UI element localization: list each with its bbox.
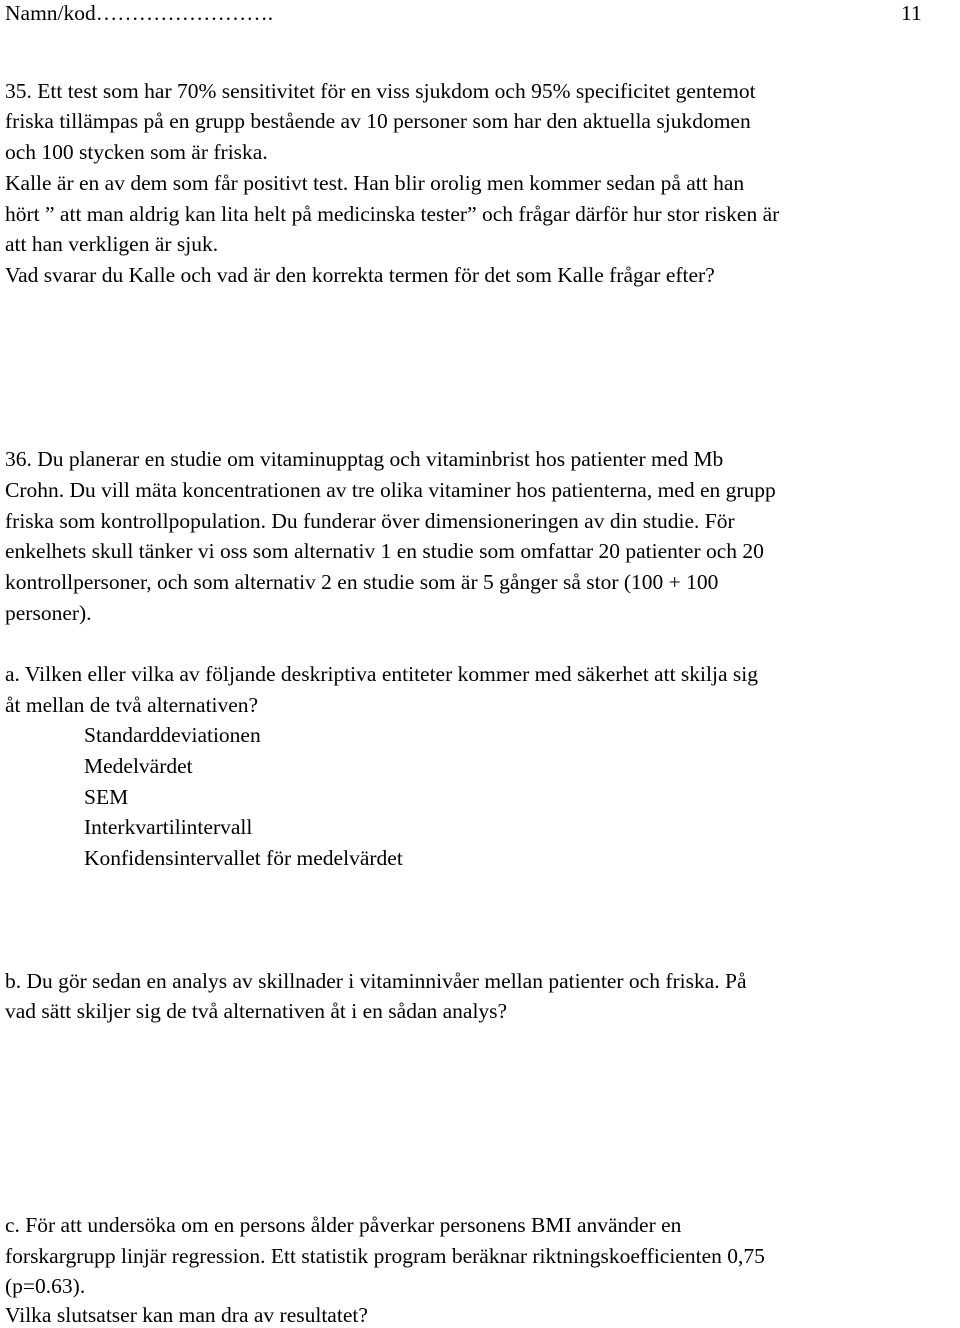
question-36-line: Crohn. Du vill mäta koncentrationen av tre olika vitaminer hos patienterna, med en grupp xyxy=(5,478,776,502)
part-a-line: a. Vilken eller vilka av följande deskriptiva entiteter kommer med säkerhet att skilja sig xyxy=(5,662,758,686)
question-36-line: personer). xyxy=(5,601,92,625)
question-35-line: hört ” att man aldrig kan lita helt på medicinska tester” och frågar därför hur stor risken är xyxy=(5,202,780,226)
option-item: Standarddeviationen xyxy=(84,723,261,747)
part-c-line: c. För att undersöka om en persons ålder påverkar personens BMI använder en xyxy=(5,1213,682,1237)
part-c-line: Vilka slutsatser kan man dra av resultatet? xyxy=(5,1303,368,1327)
question-35-line: att han verkligen är sjuk. xyxy=(5,232,219,256)
option-item: Interkvartilintervall xyxy=(84,815,253,839)
page-number: 11 xyxy=(901,1,922,25)
question-35-line: och 100 stycken som är friska. xyxy=(5,140,268,164)
question-36-line: enkelhets skull tänker vi oss som alternativ 1 en studie som omfattar 20 patienter och 20 xyxy=(5,539,764,563)
part-c-line: (p=0.63). xyxy=(5,1274,86,1298)
part-a-line: åt mellan de två alternativen? xyxy=(5,693,259,717)
question-36-line: kontrollpersoner, och som alternativ 2 en studie som är 5 gånger så stor (100 + 100 xyxy=(5,570,719,594)
question-36-line: friska som kontrollpopulation. Du funderar över dimensioneringen av din studie. För xyxy=(5,509,735,533)
question-35-line: friska tillämpas på en grupp bestående av 10 personer som har den aktuella sjukdomen xyxy=(5,109,751,133)
question-35-line: Vad svarar du Kalle och vad är den korrekta termen för det som Kalle frågar efter? xyxy=(5,263,715,287)
question-36-line: 36. Du planerar en studie om vitaminupptag och vitaminbrist hos patienter med Mb xyxy=(5,447,724,471)
part-b-line: b. Du gör sedan en analys av skillnader i vitaminnivåer mellan patienter och friska. På xyxy=(5,969,747,993)
option-item: Medelvärdet xyxy=(84,754,193,778)
part-b-line: vad sätt skiljer sig de två alternativen åt i en sådan analys? xyxy=(5,999,508,1023)
option-item: SEM xyxy=(84,785,129,809)
option-item: Konfidensintervallet för medelvärdet xyxy=(84,846,403,870)
name-code-field: Namn/kod……………………. xyxy=(5,1,274,25)
part-c-line: forskargrupp linjär regression. Ett statistik program beräknar riktningskoefficienten 0,75 xyxy=(5,1244,765,1268)
question-35-line: 35. Ett test som har 70% sensitivitet för en viss sjukdom och 95% specificitet gentemot xyxy=(5,79,756,103)
question-35-line: Kalle är en av dem som får positivt test. Han blir orolig men kommer sedan på att han xyxy=(5,171,745,195)
